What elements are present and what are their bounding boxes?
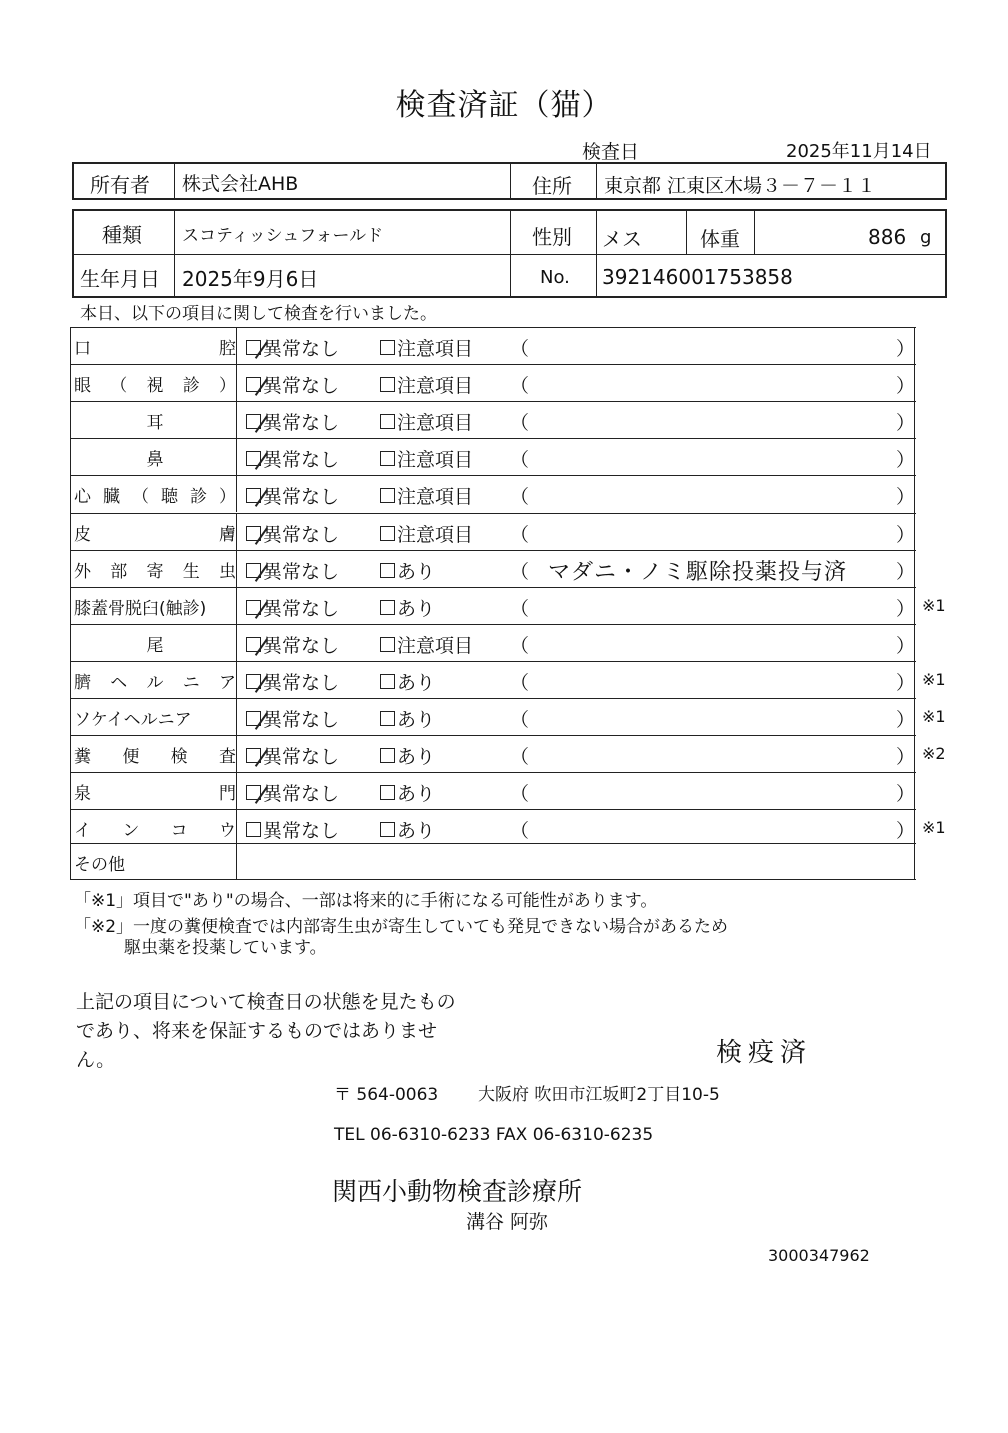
finding-checkbox[interactable]: あり bbox=[380, 668, 435, 695]
checkbox-icon[interactable] bbox=[380, 600, 395, 615]
postal-code: 〒 564-0063 bbox=[334, 1085, 439, 1105]
no-abnormality-checkbox[interactable]: 異常なし bbox=[246, 482, 339, 509]
inspection-row bbox=[70, 550, 916, 587]
close-paren: ） bbox=[896, 634, 916, 657]
checkbox-icon[interactable] bbox=[380, 637, 395, 652]
checked-box-icon[interactable] bbox=[246, 488, 261, 503]
remark-text: マダニ・ノミ駆除投薬投与済 bbox=[548, 559, 848, 585]
open-paren: （ bbox=[510, 412, 530, 435]
open-paren: （ bbox=[510, 820, 530, 843]
birth-value: 2025年9月6日 bbox=[182, 267, 319, 291]
checkbox-icon[interactable] bbox=[380, 377, 395, 392]
owner-label: 所有者 bbox=[90, 173, 150, 197]
checked-box-icon[interactable] bbox=[246, 600, 261, 615]
footnote-mark: ※1 bbox=[922, 595, 946, 615]
finding-checkbox[interactable]: 注意項目 bbox=[380, 408, 473, 435]
owner-address: 東京都 江東区木場３－７－１１ bbox=[604, 175, 877, 197]
finding-checkbox[interactable]: 注意項目 bbox=[380, 371, 473, 398]
checkbox-icon[interactable] bbox=[380, 414, 395, 429]
finding-checkbox[interactable]: 注意項目 bbox=[380, 482, 473, 509]
footnote-mark: ※1 bbox=[922, 818, 946, 838]
no-abnormality-checkbox[interactable]: 異常なし bbox=[246, 445, 339, 472]
checked-box-icon[interactable] bbox=[246, 377, 261, 392]
finding-checkbox[interactable]: あり bbox=[380, 816, 435, 843]
checked-box-icon[interactable] bbox=[246, 637, 261, 652]
finding-checkbox[interactable]: あり bbox=[380, 557, 435, 584]
close-paren: ） bbox=[896, 709, 916, 731]
sex-label: 性別 bbox=[532, 225, 572, 249]
no-value: 392146001753858 bbox=[602, 265, 793, 289]
finding-checkbox[interactable]: あり bbox=[380, 742, 435, 769]
breed-value: スコティッシュフォールド bbox=[182, 226, 384, 246]
other-row bbox=[70, 843, 916, 880]
open-paren: （ bbox=[510, 709, 530, 731]
inspection-item-label: 泉 門 bbox=[74, 784, 236, 805]
inspection-item-label: 眼 （ 視 診 ） bbox=[74, 376, 236, 397]
inspection-row bbox=[70, 475, 916, 512]
inspection-item-label: イ ン コ ウ bbox=[74, 821, 236, 842]
close-paren: ） bbox=[896, 523, 916, 546]
open-paren: （ bbox=[510, 375, 530, 398]
no-abnormality-checkbox[interactable]: 異常なし bbox=[246, 557, 339, 584]
sex-value: メス bbox=[602, 227, 642, 251]
footnote-2a: 「※2」一度の糞便検査では内部寄生虫が寄生していても発見できない場合があるため bbox=[74, 917, 729, 937]
inspection-item-label: 外 部 寄 生 虫 bbox=[74, 561, 236, 582]
inspection-row bbox=[70, 587, 946, 624]
checked-box-icon[interactable] bbox=[246, 451, 261, 466]
open-paren: （ bbox=[510, 560, 530, 583]
document-number: 3000347962 bbox=[768, 1246, 870, 1265]
table-right-border bbox=[914, 327, 915, 880]
clinic-phone: TEL 06-6310-6233 FAX 06-6310-6235 bbox=[334, 1125, 654, 1145]
footnote-mark: ※1 bbox=[922, 669, 946, 689]
checkbox-icon[interactable] bbox=[246, 822, 261, 837]
inspection-date-label: 検査日 bbox=[582, 141, 640, 163]
checkbox-icon[interactable] bbox=[380, 563, 395, 578]
no-abnormality-checkbox[interactable]: 異常なし bbox=[246, 594, 339, 621]
checkbox-icon[interactable] bbox=[380, 785, 395, 800]
checkbox-icon[interactable] bbox=[380, 822, 395, 837]
inspection-row bbox=[70, 809, 946, 846]
finding-checkbox[interactable]: 注意項目 bbox=[380, 631, 473, 658]
open-paren: （ bbox=[510, 338, 530, 360]
open-paren: （ bbox=[510, 597, 530, 620]
checked-box-icon[interactable] bbox=[246, 526, 261, 541]
checkbox-icon[interactable] bbox=[380, 711, 395, 726]
checked-box-icon[interactable] bbox=[246, 748, 261, 763]
open-paren: （ bbox=[510, 486, 530, 509]
no-abnormality-checkbox[interactable]: 異常なし bbox=[246, 779, 339, 806]
inspection-item-label: 心 臓 （ 聴 診 ） bbox=[74, 487, 236, 508]
footnote-1: 「※1」項目で"あり"の場合、一部は将来的に手術になる可能性があります。 bbox=[74, 891, 658, 911]
no-abnormality-checkbox[interactable]: 異常なし bbox=[246, 742, 339, 769]
checkbox-icon[interactable] bbox=[380, 340, 395, 355]
address-label: 住所 bbox=[532, 174, 572, 198]
checked-box-icon[interactable] bbox=[246, 563, 261, 578]
other-label: その他 bbox=[74, 855, 125, 875]
no-abnormality-checkbox[interactable]: 異常なし bbox=[246, 705, 339, 732]
footnote-mark: ※2 bbox=[922, 744, 946, 764]
inspection-item-label: 尾 bbox=[146, 635, 164, 656]
checked-box-icon[interactable] bbox=[246, 785, 261, 800]
finding-checkbox[interactable]: 注意項目 bbox=[380, 334, 473, 361]
owner-name: 株式会社AHB bbox=[182, 173, 299, 195]
inspection-row bbox=[70, 364, 916, 401]
inspection-item-label: 糞 便 検 査 bbox=[74, 747, 236, 768]
finding-checkbox[interactable]: あり bbox=[380, 705, 435, 732]
no-abnormality-checkbox[interactable]: 異常なし bbox=[246, 631, 339, 658]
no-abnormality-checkbox[interactable]: 異常なし bbox=[246, 816, 339, 843]
inspection-row bbox=[70, 735, 946, 772]
no-label: No. bbox=[540, 267, 570, 288]
inspection-row bbox=[70, 438, 916, 475]
finding-checkbox[interactable]: 注意項目 bbox=[380, 520, 473, 547]
checkbox-icon[interactable] bbox=[380, 526, 395, 541]
inspection-row bbox=[70, 698, 946, 735]
weight-label: 体重 bbox=[700, 227, 740, 251]
finding-checkbox[interactable]: 注意項目 bbox=[380, 445, 473, 472]
owner-box bbox=[72, 162, 947, 200]
clinic-name: 関西小動物検査診療所 bbox=[332, 1177, 583, 1206]
inspection-row bbox=[70, 661, 946, 698]
birth-label: 生年月日 bbox=[80, 267, 160, 291]
close-paren: ） bbox=[896, 375, 916, 398]
open-paren: （ bbox=[510, 449, 530, 472]
inspection-item-label: 口 腔 bbox=[74, 339, 236, 359]
close-paren: ） bbox=[896, 783, 916, 806]
finding-checkbox[interactable]: あり bbox=[380, 594, 435, 621]
animal-box bbox=[72, 209, 947, 298]
inspection-item-label: 膝蓋骨脱臼(触診) bbox=[74, 598, 207, 619]
footnote-mark: ※1 bbox=[922, 707, 946, 726]
inspection-item-label: 鼻 bbox=[146, 450, 164, 471]
inspection-row bbox=[70, 401, 916, 438]
checkbox-icon[interactable] bbox=[380, 451, 395, 466]
no-abnormality-checkbox[interactable]: 異常なし bbox=[246, 668, 339, 695]
finding-checkbox[interactable]: あり bbox=[380, 779, 435, 806]
inspection-row bbox=[70, 327, 916, 364]
inspection-item-label: 皮 膚 bbox=[74, 524, 236, 545]
open-paren: （ bbox=[510, 783, 530, 806]
weight-unit: g bbox=[920, 227, 932, 248]
intro-text: 本日、以下の項目に関して検査を行いました。 bbox=[80, 304, 437, 324]
checked-box-icon[interactable] bbox=[246, 674, 261, 689]
inspection-item-label: ソケイヘルニア bbox=[74, 710, 192, 730]
weight-value: 886 bbox=[868, 225, 907, 249]
open-paren: （ bbox=[510, 523, 530, 546]
no-abnormality-checkbox[interactable]: 異常なし bbox=[246, 408, 339, 435]
inspection-item-label: 耳 bbox=[146, 413, 164, 434]
checkbox-icon[interactable] bbox=[380, 748, 395, 763]
breed-label: 種類 bbox=[102, 223, 142, 247]
close-paren: ） bbox=[896, 746, 916, 769]
checked-box-icon[interactable] bbox=[246, 711, 261, 726]
document-title: 検査済証（猫） bbox=[395, 88, 613, 123]
checkbox-icon[interactable] bbox=[380, 674, 395, 689]
open-paren: （ bbox=[510, 671, 530, 694]
close-paren: ） bbox=[896, 597, 916, 620]
open-paren: （ bbox=[510, 746, 530, 769]
inspected-stamp: 検疫済 bbox=[716, 1038, 813, 1068]
statement: 上記の項目について検査日の状態を見たものであり、将来を保証するものではありません。 bbox=[76, 991, 456, 1071]
checkbox-icon[interactable] bbox=[380, 488, 395, 503]
close-paren: ） bbox=[896, 671, 916, 694]
open-paren: （ bbox=[510, 634, 530, 657]
table-left-border bbox=[70, 327, 71, 880]
close-paren: ） bbox=[896, 560, 916, 583]
inspection-item-label: 臍 ヘ ル ニ ア bbox=[74, 672, 236, 693]
close-paren: ） bbox=[896, 338, 916, 360]
no-abnormality-checkbox[interactable]: 異常なし bbox=[246, 520, 339, 547]
no-abnormality-checkbox[interactable]: 異常なし bbox=[246, 371, 339, 398]
inspection-date: 2025年11月14日 bbox=[786, 141, 932, 162]
footnote-2b: 駆虫薬を投薬しています。 bbox=[124, 938, 327, 958]
checked-box-icon[interactable] bbox=[246, 340, 261, 355]
clinic-address: 大阪府 吹田市江坂町2丁目10-5 bbox=[478, 1085, 720, 1105]
close-paren: ） bbox=[896, 820, 916, 843]
close-paren: ） bbox=[896, 486, 916, 509]
inspection-row bbox=[70, 624, 916, 661]
inspection-row bbox=[70, 513, 916, 550]
inspection-row bbox=[70, 772, 916, 809]
close-paren: ） bbox=[896, 449, 916, 472]
close-paren: ） bbox=[896, 412, 916, 435]
no-abnormality-checkbox[interactable]: 異常なし bbox=[246, 334, 339, 361]
doctor-name: 溝谷 阿弥 bbox=[466, 1211, 549, 1233]
checked-box-icon[interactable] bbox=[246, 414, 261, 429]
